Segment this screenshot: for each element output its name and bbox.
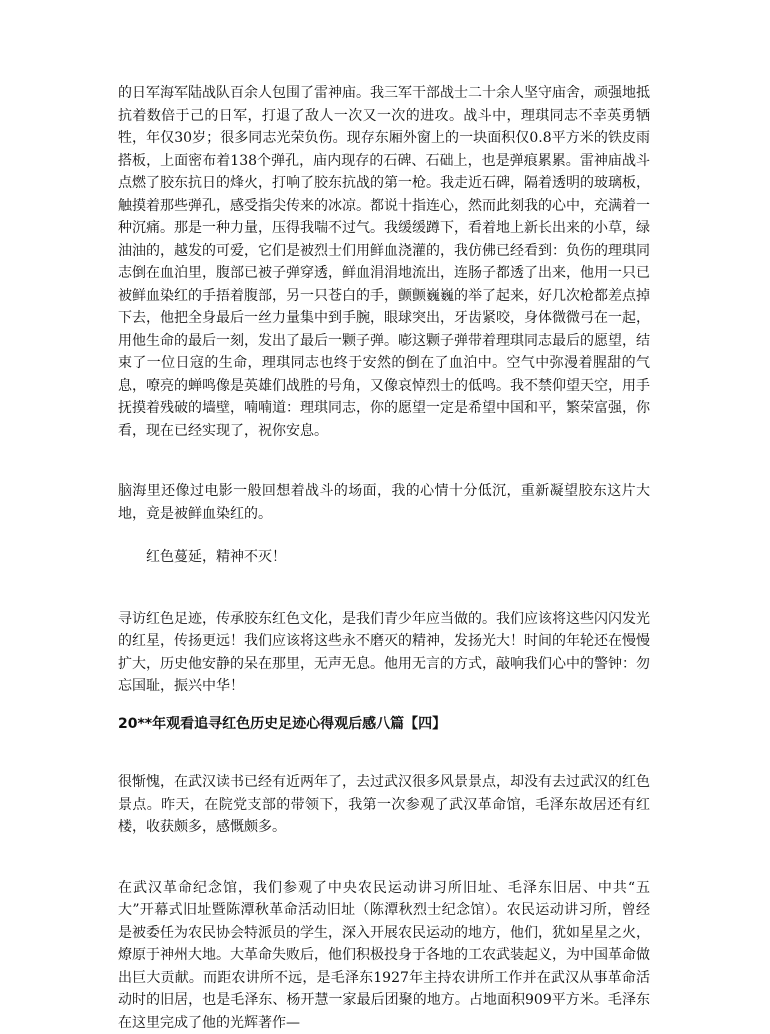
paragraph-battle: 的日军海军陆战队百余人包围了雷神庙。我三军干部战士二十余人坚守庙舍，顽强地抵抗着数倍于己的日军，打退了敌人一次又一次的进攻。战斗中，理琪同志不幸英勇牺牲，年仅30岁；很多同志光荣负伤。现存东厢外窗上的一块面积仅0.8平方米的铁皮雨搭板，上面密布着138个弹孔，庙内现存的石碑、石础上，也是弹痕累累。雷神庙战斗点燃了胶东抗日的烽火，打响了胶东抗战的第一枪。我走近石碑，隔着透明的玻璃板，触摸着那些弹孔，感受指尖传来的冰凉。都说十指连心，然而此刻我的心中，充满着一种沉痛。那是一种力量，压得我喘不过气。我缓缓蹲下，看着地上新长出来的小草，绿油油的，越发的可爱，它们是被烈士们用鲜血浇灌的，我仿佛已经看到：负伤的理琪同志倒在血泊里，腹部已被子弹穿透，鲜血涓涓地流出，连肠子都透了出来，他用一只已被鲜血染红的手捂着腹部，另一只苍白的手，颤颤巍巍的举了起来，好几次枪都差点掉下去，他把全身最后一丝力量集中到手腕，眼球突出，牙齿紧咬，身体微微弓在一起，用他生命的最后一刻，发出了最后一颗子弹。嘭这颗子弹带着理琪同志最后的愿望，结束了一位日寇的生命，理琪同志也终于安然的倒在了血泊中。空气中弥漫着腥甜的气息，嘹亮的蝉鸣像是英雄们战胜的号角，又像哀悼烈士的低鸣。我不禁仰望天空，用手抚摸着残破的墙壁，喃喃道：理琪同志，你的愿望一定是希望中国和平，繁荣富强，你看，现在已经实现了，祝你安息。 xyxy=(118,82,650,442)
paragraph-reflection: 脑海里还像过电影一般回想着战斗的场面，我的心情十分低沉，重新凝望胶东这片大地，竟是被鲜血染红的。 xyxy=(118,480,650,525)
paragraph-wuhan-museum: 在武汉革命纪念馆，我们参观了中央农民运动讲习所旧址、毛泽东旧居、中共“五大”开幕式旧址暨陈潭秋革命活动旧址（陈潭秋烈士纪念馆）。农民运动讲习所，曾经是被委任为农民协会特派员的学生，深入开展农民运动的地方，他们，犹如星星之火，燎原于神州大地。大革命失败后，他们积极投身于各地的工农武装起义，为中国革命做出巨大贡献。而距农讲所不远，是毛泽东1927年主持农讲所工作并在武汉从事革命活动时的旧居，也是毛泽东、杨开慧一家最后团聚的地方。占地面积909平方米。毛泽东在这里完成了他的光辉著作— xyxy=(118,877,650,1034)
paragraph-slogan: 红色蔓延，精神不灭！ xyxy=(118,546,650,569)
paragraph-heritage: 寻访红色足迹，传承胶东红色文化，是我们青少年应当做的。我们应该将这些闪闪发光的红星，传扬更远！我们应该将这些永不磨灭的精神，发扬光大！时间的年轮还在慢慢扩大，历史他安静的呆在那里，无声无息。他用无言的方式，敲响我们心中的警钟：勿忘国耻，振兴中华！ xyxy=(118,608,650,698)
section-heading: 20**年观看追寻红色历史足迹心得观后感八篇【四】 xyxy=(118,713,650,736)
paragraph-wuhan-intro: 很惭愧，在武汉读书已经有近两年了，去过武汉很多风景景点，却没有去过武汉的红色景点。昨天，在院党支部的带领下，我第一次参观了武汉革命馆，毛泽东故居还有红楼，收获颇多，感慨颇多。 xyxy=(118,771,650,839)
document-page xyxy=(118,82,650,1034)
